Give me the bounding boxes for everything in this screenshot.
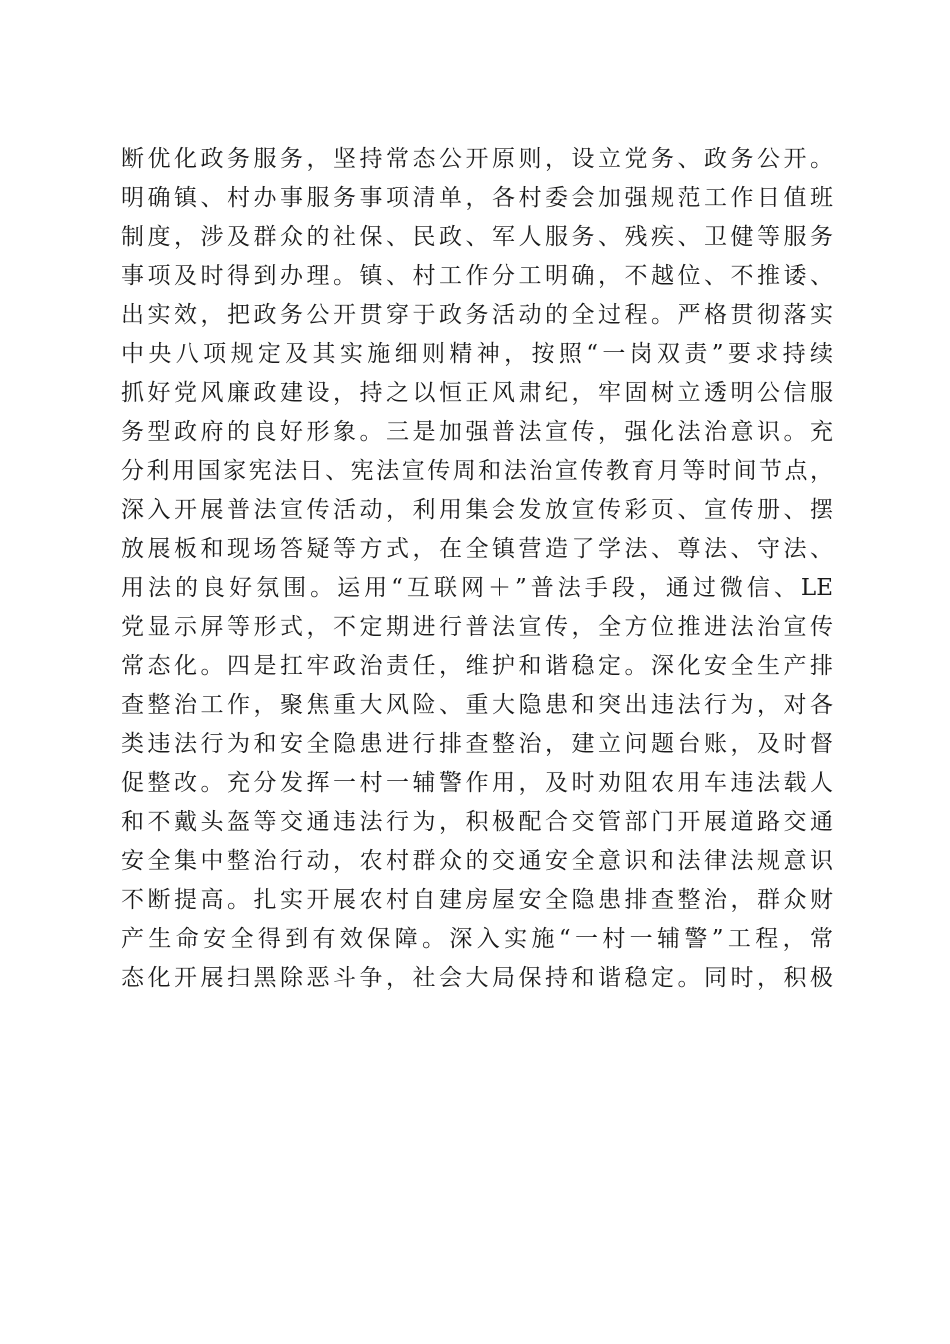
text-line: 不断提高。扎实开展农村自建房屋安全隐患排查整治，群众财 — [121, 887, 833, 913]
text-line: 查整治工作，聚焦重大风险、重大隐患和突出违法行为，对各 — [121, 692, 833, 718]
text-line: 抓好党风廉政建设，持之以恒正风肃纪，牢固树立透明公信服 — [121, 380, 833, 406]
body-text — [121, 140, 833, 998]
text-line: 分利用国家宪法日、宪法宣传周和法治宣传教育月等时间节点， — [121, 458, 833, 484]
text-line: 用法的良好氛围。运用“互联网＋”普法手段，通过微信、LE — [121, 575, 833, 601]
text-line: 务型政府的良好形象。三是加强普法宣传，强化法治意识。充 — [121, 419, 833, 445]
text-line: 深入开展普法宣传活动，利用集会发放宣传彩页、宣传册、摆 — [121, 497, 833, 523]
text-line: 出实效，把政务公开贯穿于政务活动的全过程。严格贯彻落实 — [121, 302, 833, 328]
text-line: 类违法行为和安全隐患进行排查整治，建立问题台账，及时督 — [121, 731, 833, 757]
text-line: 断优化政务服务，坚持常态公开原则，设立党务、政务公开。 — [121, 146, 833, 172]
text-line: 制度，涉及群众的社保、民政、军人服务、残疾、卫健等服务 — [121, 224, 833, 250]
text-line: 放展板和现场答疑等方式，在全镇营造了学法、尊法、守法、 — [121, 536, 833, 562]
text-line: 党显示屏等形式，不定期进行普法宣传，全方位推进法治宣传 — [121, 614, 833, 640]
text-line: 明确镇、村办事服务事项清单，各村委会加强规范工作日值班 — [121, 185, 833, 211]
text-line: 中央八项规定及其实施细则精神，按照“一岗双责”要求持续 — [121, 341, 833, 367]
text-line: 事项及时得到办理。镇、村工作分工明确，不越位、不推诿、 — [121, 263, 833, 289]
text-line: 态化开展扫黑除恶斗争，社会大局保持和谐稳定。同时，积极 — [121, 965, 833, 991]
text-line: 促整改。充分发挥一村一辅警作用，及时劝阻农用车违法载人 — [121, 770, 833, 796]
text-line: 产生命安全得到有效保障。深入实施“一村一辅警”工程，常 — [121, 926, 833, 952]
text-line: 常态化。四是扛牢政治责任，维护和谐稳定。深化安全生产排 — [121, 653, 833, 679]
text-line: 安全集中整治行动，农村群众的交通安全意识和法律法规意识 — [121, 848, 833, 874]
text-line: 和不戴头盔等交通违法行为，积极配合交管部门开展道路交通 — [121, 809, 833, 835]
